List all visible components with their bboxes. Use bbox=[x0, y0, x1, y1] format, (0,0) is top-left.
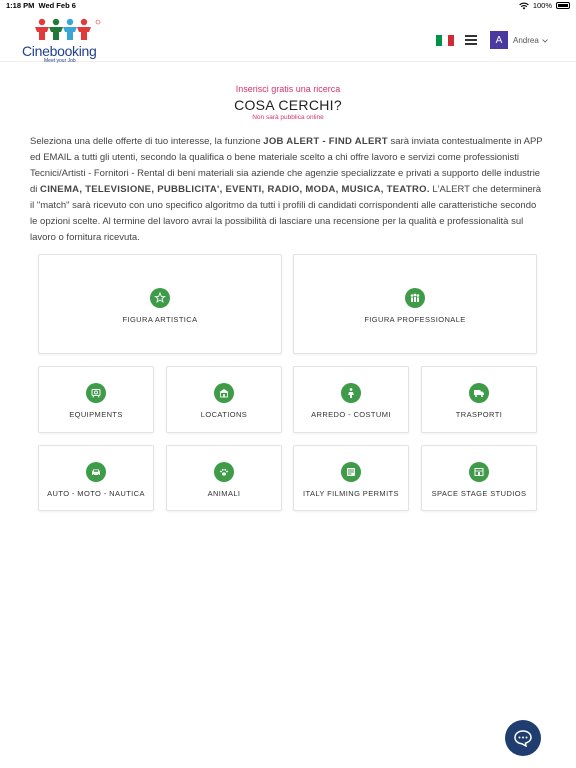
intro-subtitle: Inserisci gratis una ricerca bbox=[235, 84, 341, 94]
intro-section bbox=[0, 84, 576, 121]
category-label: EQUIPMENTS bbox=[69, 410, 123, 419]
user-menu[interactable] bbox=[513, 36, 548, 45]
camera-icon bbox=[86, 383, 106, 403]
chat-button[interactable] bbox=[505, 720, 541, 756]
studio-icon bbox=[469, 462, 489, 482]
intro-note: Non sarà pubblica online bbox=[252, 114, 324, 121]
category-equipments[interactable] bbox=[38, 366, 154, 433]
status-time: 1:18 PM Wed Feb 6 bbox=[6, 1, 76, 10]
description-text: Seleziona una delle offerte di tuo interesse, la funzione JOB ALERT - FIND ALERT sarà inviata contestualmente in APP ed EMAIL a tutti gli utenti, secondo la qualifica o bene materiale scelto a chi offre lavoro e servizi come professionisti Tecnici/Artisti - Fornitori - Rental di beni materiali sia aziende che agenzie specializzate e privati a supporto delle industrie di CINEMA, TELEVISIONE, PUBBLICITA', EVENTI, RADIO, MODA, MUSICA, TEATRO. L'ALERT che determinerà il "match" sarà ricevuto con uno specifico algoritmo da tutti i profili di candidati corrispondenti alle caratteristiche secondo le opzioni scelte. Al termine del lavoro avrai la possibilità di lasciare una recensione per la qualità e professionalità sul lavoro o fornitura ricevuta. bbox=[30, 136, 543, 243]
industries-highlight: CINEMA, TELEVISIONE, PUBBLICITA', EVENTI, RADIO, MODA, MUSICA, TEATRO. bbox=[40, 184, 430, 195]
chat-icon bbox=[513, 729, 533, 747]
category-label: ITALY FILMING PERMITS bbox=[303, 489, 399, 498]
category-space-stage-studios[interactable] bbox=[421, 445, 537, 511]
paw-icon bbox=[214, 462, 234, 482]
status-bar bbox=[0, 0, 576, 12]
car-icon bbox=[86, 462, 106, 482]
category-label: FIGURA ARTISTICA bbox=[122, 315, 198, 324]
person-icon bbox=[341, 383, 361, 403]
page-title: COSA CERCHI? bbox=[234, 97, 342, 113]
status-right bbox=[519, 1, 570, 10]
user-avatar[interactable]: A bbox=[490, 31, 508, 49]
truck-icon bbox=[469, 383, 489, 403]
document-icon bbox=[341, 462, 361, 482]
app-header bbox=[0, 12, 576, 62]
category-trasporti[interactable] bbox=[421, 366, 537, 433]
category-italy-filming-permits[interactable] bbox=[293, 445, 409, 511]
category-figura-professionale[interactable] bbox=[293, 254, 537, 354]
category-auto-moto-nautica[interactable] bbox=[38, 445, 154, 511]
battery-percent: 100% bbox=[532, 1, 552, 10]
status-date: Wed Feb 6 bbox=[38, 1, 76, 10]
category-label: ARREDO - COSTUMI bbox=[311, 410, 391, 419]
italian-flag-icon[interactable] bbox=[436, 35, 454, 46]
star-icon bbox=[150, 288, 170, 308]
group-icon bbox=[405, 288, 425, 308]
category-animali[interactable] bbox=[166, 445, 282, 511]
category-label: FIGURA PROFESSIONALE bbox=[364, 315, 466, 324]
category-arredo-costumi[interactable] bbox=[293, 366, 409, 433]
battery-icon bbox=[556, 2, 570, 9]
category-figura-artistica[interactable] bbox=[38, 254, 282, 354]
category-label: LOCATIONS bbox=[200, 410, 248, 419]
logo-text: Cinebooking bbox=[22, 43, 97, 59]
menu-icon[interactable] bbox=[465, 35, 477, 45]
category-label: AUTO - MOTO - NAUTICA bbox=[47, 489, 145, 498]
job-alert-highlight: JOB ALERT - FIND ALERT bbox=[263, 136, 388, 147]
wifi-icon bbox=[519, 2, 529, 10]
category-locations[interactable] bbox=[166, 366, 282, 433]
logo-figures-icon bbox=[32, 18, 104, 42]
user-name-label: Andrea bbox=[513, 36, 539, 45]
logo-tagline: Meet your Job bbox=[44, 58, 76, 64]
category-label: SPACE STAGE STUDIOS bbox=[431, 489, 527, 498]
chevron-down-icon bbox=[542, 39, 548, 43]
category-label: TRASPORTI bbox=[455, 410, 503, 419]
building-icon bbox=[214, 383, 234, 403]
category-label: ANIMALI bbox=[207, 489, 241, 498]
